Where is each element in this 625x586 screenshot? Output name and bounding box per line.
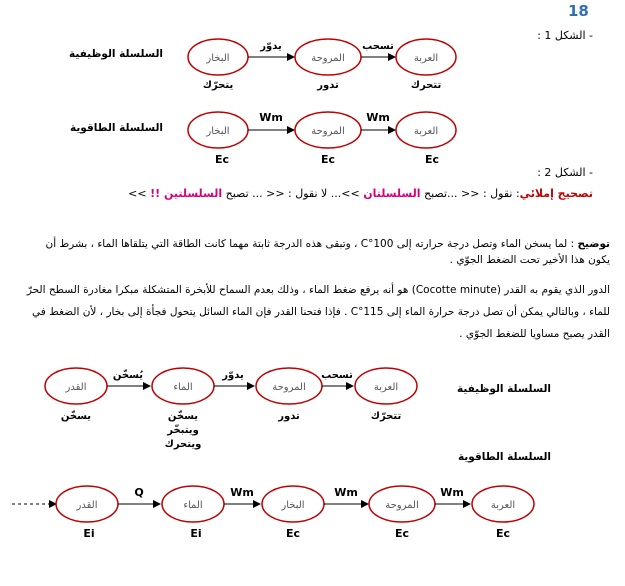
node-label: العربة: [413, 126, 439, 137]
correction-text-1: : نقول : << ...تصبح: [420, 187, 520, 200]
figure1-functional-chain: [188, 39, 456, 91]
figure3-functional-chain: [45, 368, 417, 450]
energy-form: Ei: [190, 527, 202, 540]
figure2-label: - الشكل 2 :: [537, 166, 593, 179]
action-label: يسخّن: [60, 411, 92, 422]
action-label: تدور: [278, 411, 300, 422]
node-label: المروحة: [311, 126, 345, 137]
correction-word-2: السلسلتين !!: [150, 187, 223, 200]
paragraph-line: يكون هذا الأخير تحت الضغط الجوّي .: [449, 254, 610, 266]
energy-form: Ei: [83, 527, 95, 540]
energy-form: Ec: [285, 527, 301, 540]
arrow-label: Q: [134, 486, 144, 499]
node-label: العربة: [413, 53, 439, 64]
pressure-cooker-paragraph: [10, 282, 610, 342]
figure3-energy-label: السلسلة الطاقوية: [458, 451, 551, 463]
node-label: المروحة: [311, 53, 345, 64]
action-label: ويتحرك: [164, 439, 202, 450]
figure1-energy-chain: [188, 111, 456, 166]
node-label: البخار: [281, 500, 305, 511]
node-label: البخار: [206, 126, 230, 137]
arrow-label: يُسخّن: [112, 370, 144, 381]
paragraph-line: : لما يسخن الماء وتصل درجة حرارته إلى 100°C ، وتبقى هذه الدرجة ثابتة مهما كانت الطاقة التي يتلقاها الماء ، بشرط أن: [45, 238, 575, 250]
explanation-prefix: توضيح: [577, 238, 610, 250]
energy-form: Ec: [495, 527, 511, 540]
correction-text-2: >>... لا نقول : << ... تصبح: [222, 187, 364, 200]
node-label: القدر: [65, 382, 87, 393]
figure1-energy-label: السلسلة الطاقوية: [70, 122, 163, 134]
node-label: العربة: [490, 500, 516, 511]
node-label: البخار: [206, 53, 230, 64]
figure3-energy-chain: [12, 486, 534, 540]
action-label: ويتبخّر: [167, 425, 199, 436]
arrow-label: تسحب: [362, 41, 394, 52]
arrow-label: Wm: [440, 486, 464, 499]
arrow-label: يدوّر: [222, 370, 244, 381]
action-label: تدور: [317, 80, 339, 91]
correction-text-3: >>: [128, 187, 151, 200]
spelling-correction: [128, 187, 593, 200]
node-label: القدر: [76, 500, 98, 511]
node-label: المروحة: [272, 382, 306, 393]
arrow-label: تسحب: [321, 370, 353, 381]
arrow-label: Wm: [334, 486, 358, 499]
energy-form: Ec: [394, 527, 410, 540]
paragraph-line: للماء ، وبالتالي يمكن أن تصل درجة حرارة الماء إلى 115°C . فإذا فتحنا القدر فإن الماء السائل يتحول فجأة إلى بخار ، لأن الضغط في: [32, 306, 610, 318]
action-label: يسخّن: [167, 411, 199, 422]
arrow-label: Wm: [259, 111, 283, 124]
arrow-label: Wm: [230, 486, 254, 499]
arrow-label: يدوّر: [260, 41, 282, 52]
figure1-functional-label: السلسلة الوظيفية: [68, 48, 163, 60]
energy-form: Ec: [320, 153, 336, 166]
figure3-functional-label: السلسلة الوظيفية: [456, 383, 551, 395]
correction-prefix: تصحيح إملائي: [519, 187, 593, 200]
arrow-label: Wm: [366, 111, 390, 124]
node-label: العربة: [373, 382, 399, 393]
figure1-label: - الشكل 1 :: [537, 29, 593, 42]
page-number: 18: [568, 2, 589, 20]
energy-form: Ec: [214, 153, 230, 166]
node-label: الماء: [173, 382, 193, 393]
node-label: الماء: [183, 500, 203, 511]
energy-form: Ec: [424, 153, 440, 166]
action-label: يتحرّك: [202, 80, 234, 91]
paragraph-line: الدور الذي يقوم به القدر (Cocotte minute) هو أنه يرفع ضغط الماء ، وذلك بعدم السماح للأبخرة المتشكلة مبكرا مغادرة السطح الحرّ: [26, 284, 610, 296]
node-label: المروحة: [385, 500, 419, 511]
paragraph-line: القدر يصبح مساويا للضغط الجوّي .: [459, 328, 610, 340]
action-label: تتحرّك: [370, 411, 402, 422]
explanation-paragraph: [10, 236, 610, 268]
correction-word-1: السلسلتان: [363, 187, 421, 200]
action-label: تتحرك: [410, 80, 442, 91]
